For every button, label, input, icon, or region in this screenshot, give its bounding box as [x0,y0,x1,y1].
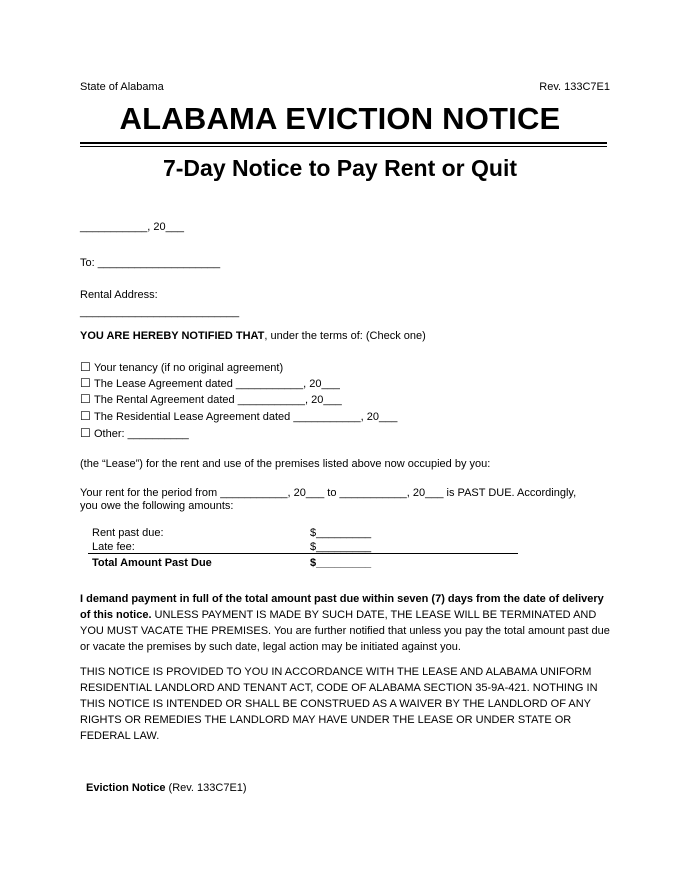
option-label: The Lease Agreement dated ___________, 20___ [94,378,340,390]
to-field[interactable]: To: ____________________ [80,257,221,269]
notified-statement [80,328,426,344]
option-rental-agreement[interactable] [80,391,342,408]
date-field[interactable]: ___________, 20___ [80,221,184,233]
title-rule-thick [80,142,607,144]
state-label: State of Alabama [80,81,164,93]
checkbox-icon[interactable]: ☐ [80,376,91,390]
legal-paragraph: THIS NOTICE IS PROVIDED TO YOU IN ACCORDANCE WITH THE LEASE AND ALABAMA UNIFORM RESIDENTIAL LANDLORD AND TENANT ACT, CODE OF ALABAMA SECTION 35-9A-421. NOTHING IN THIS NOTICE IS INTENDED OR SHALL BE CONSTRUED AS A WAIVER BY THE LANDLORD OF ANY RIGHTS OR REMEDIES THE LANDLORD MAY HAVE UNDER THE LEASE OR UNDER STATE OR FEDERAL LAW. [80,666,598,742]
late-fee-field[interactable]: $_________ [310,541,372,553]
checkbox-icon[interactable]: ☐ [80,409,91,423]
option-label: Your tenancy (if no original agreement) [94,362,284,374]
document-title: ALABAMA EVICTION NOTICE [119,101,561,136]
footer [86,780,247,796]
late-fee-label: Late fee: [92,541,135,553]
total-past-due-field[interactable]: $_________ [310,557,372,569]
checkbox-icon[interactable]: ☐ [80,426,91,440]
lease-statement: (the “Lease”) for the rent and use of the premises listed above now occupied by you: [80,458,491,470]
rental-address-label: Rental Address: [80,289,158,301]
footer-rest: (Rev. 133C7E1) [165,782,247,794]
total-past-due-label: Total Amount Past Due [92,557,212,569]
option-label: Other: __________ [94,428,189,440]
notified-rest: , under the terms of: (Check one) [264,330,426,342]
option-other[interactable] [80,425,189,442]
title-rule-thin [80,146,607,147]
demand-paragraph [80,591,610,655]
option-residential-lease[interactable] [80,408,397,425]
rent-past-due-label: Rent past due: [92,527,164,539]
rent-period-line2: you owe the following amounts: [80,500,234,512]
notified-bold: YOU ARE HEREBY NOTIFIED THAT [80,330,265,342]
demand-rest: UNLESS PAYMENT IS MADE BY SUCH DATE, THE LEASE WILL BE TERMINATED AND YOU MUST VACATE THE PREMISES. You are further notified that unless you pay the total amount past due or vacate the premises by such date, legal action may be initiated against you. [80,609,610,653]
demand-bold: I demand payment in full of the total amount past due within seven (7) days from the date of delivery of this notice. [80,593,604,621]
revision-label: Rev. 133C7E1 [539,81,610,93]
option-tenancy[interactable] [80,359,283,376]
option-lease-agreement[interactable] [80,375,340,392]
option-label: The Residential Lease Agreement dated ___________, 20___ [94,411,398,423]
checkbox-icon[interactable]: ☐ [80,392,91,406]
rent-period-line1: Your rent for the period from ___________, 20___ to ___________, 20___ is PAST DUE. Accordingly, [80,487,577,499]
option-label: The Rental Agreement dated ___________, 20___ [94,394,342,406]
footer-bold: Eviction Notice [86,782,166,794]
rent-past-due-field[interactable]: $_________ [310,527,372,539]
total-rule [88,553,518,554]
checkbox-icon[interactable]: ☐ [80,360,91,374]
document-subtitle: 7-Day Notice to Pay Rent or Quit [162,155,517,181]
rental-address-field[interactable]: __________________________ [80,306,240,318]
